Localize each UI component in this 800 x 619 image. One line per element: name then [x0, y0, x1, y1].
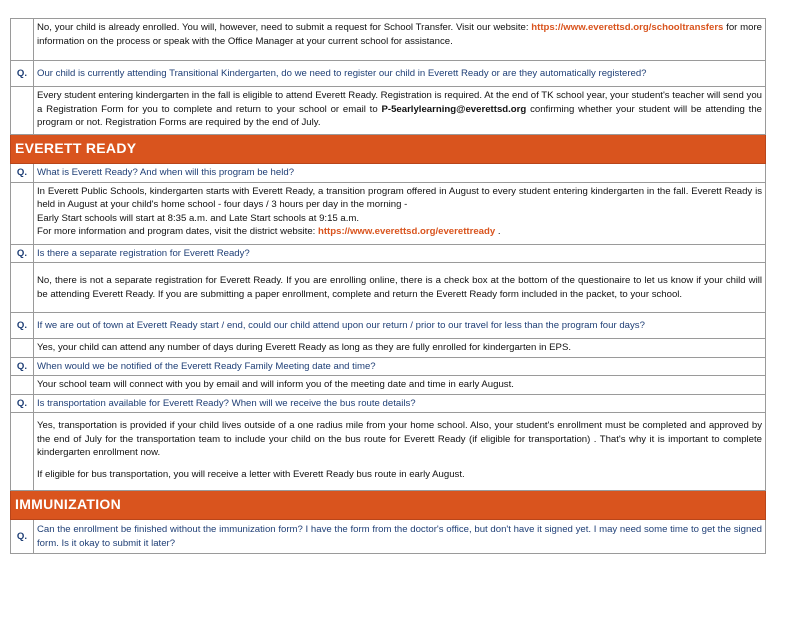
question-text: What is Everett Ready? And when will this program be held? [34, 164, 766, 183]
question-row [11, 313, 766, 339]
answer-text: for more information on the process or speak with the Office Manager at your current school for assistance. [37, 22, 763, 47]
answer-text: Early Start schools will start at 8:35 a.m. and Late Start schools at 9:15 a.m. [37, 212, 360, 224]
everett-ready-link[interactable]: https://www.everettsd.org/everettready [318, 226, 496, 237]
question-marker: Q. [11, 394, 34, 413]
question-marker: Q. [11, 61, 34, 87]
answer-cell [34, 413, 766, 491]
section-title-immunization: IMMUNIZATION [11, 491, 766, 520]
answer-text: If eligible for bus transportation, you will receive a letter with Everett Ready bus route in early August. [37, 468, 465, 480]
question-marker: Q. [11, 164, 34, 183]
question-text: Is transportation available for Everett Ready? When will we receive the bus route details? [34, 394, 766, 413]
early-learning-email[interactable]: P-5earlylearning@everettsd.org [381, 103, 527, 115]
question-row [11, 164, 766, 183]
answer-text: . [495, 226, 501, 237]
answer-row [11, 339, 766, 358]
section-title-everett-ready: EVERETT READY [11, 135, 766, 164]
answer-cell [34, 263, 766, 313]
answer-text: Yes, your child can attend any number of days during Everett Ready as long as they are fully enrolled for kindergarten in EPS. [37, 342, 572, 353]
faq-table [10, 18, 766, 554]
answer-cell [34, 376, 766, 395]
answer-cell [34, 182, 766, 244]
question-row [11, 244, 766, 263]
school-transfers-link[interactable]: https://www.everettsd.org/schooltransfers [531, 22, 724, 33]
row-marker-empty [11, 182, 34, 244]
question-row [11, 520, 766, 554]
question-marker: Q. [11, 520, 34, 554]
question-marker: Q. [11, 313, 34, 339]
row-marker-empty [11, 376, 34, 395]
answer-row [11, 87, 766, 135]
answer-text: Your school team will connect with you by email and will inform you of the meeting date and time in early August. [37, 379, 514, 390]
row-marker-empty [11, 87, 34, 135]
question-text: Our child is currently attending Transitional Kindergarten, do we need to register our child in Everett Ready or are they automatically registered? [34, 61, 766, 87]
question-text: Is there a separate registration for Everett Ready? [34, 244, 766, 263]
answer-row [11, 19, 766, 61]
answer-text: No, your child is already enrolled. You will, however, need to submit a request for School Transfer. Visit our website: [37, 22, 532, 33]
question-marker: Q. [11, 357, 34, 376]
answer-cell [34, 339, 766, 358]
section-header-row [11, 491, 766, 520]
answer-row [11, 182, 766, 244]
section-header-row [11, 135, 766, 164]
row-marker-empty [11, 19, 34, 61]
answer-row [11, 263, 766, 313]
answer-text: No, there is not a separate registration for Everett Ready. If you are enrolling online, there is a check box at the bottom of the questionaire to let us know if your child will be attending Everett Ready. If you are submitting a paper enrollment, complete and return the Everett Ready form included in the packet, to your school. [37, 275, 762, 300]
question-text: Can the enrollment be finished without the immunization form? I have the form from the doctor's office, but don't have it signed yet. I may need some time to get the signed form. Is it okay to submit it later? [34, 520, 766, 554]
question-text: If we are out of town at Everett Ready start / end, could our child attend upon our return / prior to our travel for less than the program four days? [34, 313, 766, 339]
row-marker-empty [11, 413, 34, 491]
row-marker-empty [11, 339, 34, 358]
question-row [11, 61, 766, 87]
question-marker: Q. [11, 244, 34, 263]
answer-text: In Everett Public Schools, kindergarten starts with Everett Ready, a transition program offered in August to every student entering kindergarten in the fall. Everett Ready is held in August at your child's home school - four days / 3 hours per day in the morning - [37, 185, 762, 210]
answer-text: confirming whether your student will be attending the program or not. Registration Forms are required by the end of July. [37, 103, 763, 128]
answer-cell [34, 87, 766, 135]
answer-text: Yes, transportation is provided if your child lives outside of a one radius mile from your home school. Also, your student's enrollment must be completed and approved by the end of July for the transportation team to include your child on the bus route for Everett Ready (if eligible for transportation) . That's why it is important to complete kindergarten enrollment now. [37, 420, 762, 458]
paragraph-gap [37, 460, 762, 468]
answer-text: Every student entering kindergarten in the fall is eligible to attend Everett Ready. Registration is required. At the end of TK school year, your student's teacher will send you a Registration Form for you to complete and return to your school or email to [37, 90, 762, 115]
answer-row [11, 376, 766, 395]
row-marker-empty [11, 263, 34, 313]
question-row [11, 357, 766, 376]
answer-row [11, 413, 766, 491]
answer-text: For more information and program dates, visit the district website: [37, 226, 318, 237]
question-row [11, 394, 766, 413]
question-text: When would we be notified of the Everett Ready Family Meeting date and time? [34, 357, 766, 376]
answer-cell [34, 19, 766, 61]
